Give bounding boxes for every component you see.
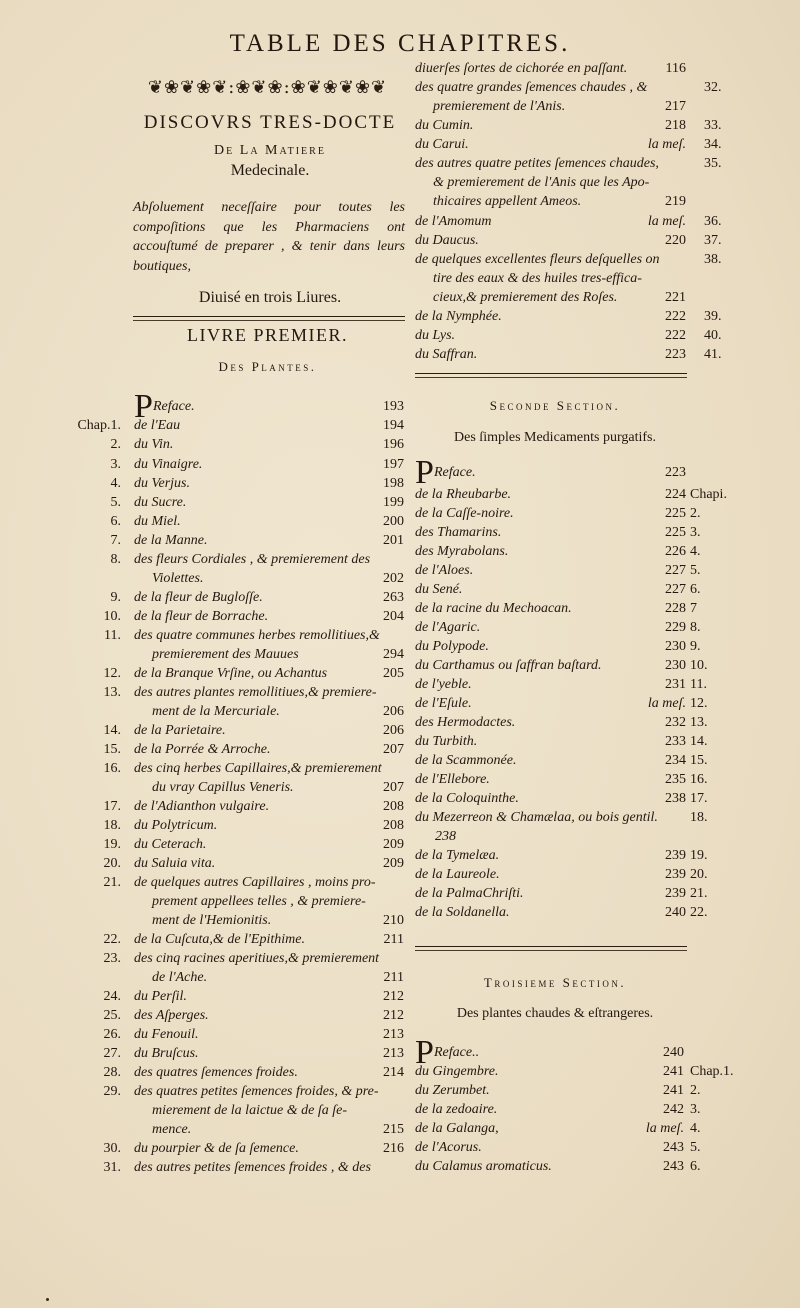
entry-title: diuerſes ſortes de cichorée en paſſant.: [415, 61, 628, 76]
divider-rule: [415, 950, 687, 951]
entry-title: du Lys.: [415, 328, 456, 343]
page-number: 216: [383, 1141, 404, 1156]
page-number: 231: [665, 677, 686, 692]
entry-title: du Verjus.: [134, 476, 190, 491]
entry-title: de la Nymphée.: [415, 309, 502, 324]
page-number: 210: [383, 913, 404, 928]
chapter-number: Chap.1.: [77, 418, 121, 433]
page-number: la meſ.: [645, 1121, 684, 1136]
entry-title-continued: mence.: [152, 1122, 192, 1137]
chapter-number: 24.: [103, 989, 121, 1004]
page-number: 208: [383, 799, 404, 814]
chapter-number: 17.: [690, 791, 708, 806]
page-number: 218: [665, 118, 686, 133]
chapter-number: 5.: [690, 1140, 701, 1155]
chapter-number: Chapi.: [690, 487, 727, 502]
entry-title: du Vinaigre.: [134, 457, 203, 472]
chapter-number: 6.: [690, 1159, 701, 1174]
entry-title: Reface.: [434, 465, 476, 480]
entry-title: de l'Amomum: [415, 214, 492, 229]
page-number: 217: [665, 99, 686, 114]
entry-title: de l'Agaric.: [415, 620, 481, 635]
entry-title: de l'Ellebore.: [415, 772, 490, 787]
entry-title-continued: ment de l'Hemionitis.: [152, 913, 272, 928]
chapter-number: 36.: [704, 214, 722, 229]
entry-title: du Carui.: [415, 137, 469, 152]
page-number: 196: [383, 437, 404, 452]
page-number: 194: [383, 418, 404, 433]
entry-title-continued: premierement de l'Anis.: [433, 99, 566, 114]
page-number: 294: [383, 647, 404, 662]
chapter-number: 18.: [690, 810, 708, 825]
chapter-number: 23.: [103, 951, 121, 966]
page-number: 208: [383, 818, 404, 833]
entry-title: de l'Aloes.: [415, 563, 474, 578]
page-number: 263: [383, 590, 404, 605]
page-number: 200: [383, 514, 404, 529]
entry-title: du Polypode.: [415, 639, 489, 654]
page-number: 234: [665, 753, 686, 768]
chapter-number: 12.: [103, 666, 121, 681]
page-number: 211: [383, 932, 404, 947]
page-number: 206: [383, 704, 404, 719]
chapter-number: 22.: [103, 932, 121, 947]
chapter-number: 33.: [704, 118, 722, 133]
entry-title: de la Laureole.: [415, 867, 500, 882]
page-number: 207: [383, 780, 404, 795]
page-number: 201: [383, 533, 404, 548]
chapter-number: 30.: [103, 1141, 121, 1156]
divider-rule: [415, 373, 687, 374]
entry-title-continued: cieux,& premierement des Roſes.: [433, 290, 618, 305]
page-number: 239: [665, 886, 686, 901]
page-number: 198: [383, 476, 404, 491]
entry-title-continued: & premierement de l'Anis que les Apo-: [433, 175, 650, 190]
entry-title: du Fenouil.: [134, 1027, 199, 1042]
chapter-number: 11.: [690, 677, 707, 692]
chapter-number: 12.: [690, 696, 708, 711]
chapter-number: 8.: [110, 552, 121, 567]
entry-title: de la fleur de Bugloſſe.: [134, 590, 263, 605]
chapter-number: 38.: [704, 252, 722, 267]
chapter-number: 6.: [690, 582, 701, 597]
page-number: 224: [665, 487, 686, 502]
page-number: 232: [665, 715, 686, 730]
page-number: 197: [383, 457, 404, 472]
entry-title: de la Soldanella.: [415, 905, 510, 920]
page-number: 199: [383, 495, 404, 510]
entry-title: du Perſil.: [134, 989, 187, 1004]
chapter-number: 41.: [704, 347, 722, 362]
page-number: 206: [383, 723, 404, 738]
page-number: 214: [383, 1065, 404, 1080]
entry-title: du Vin.: [134, 437, 174, 452]
page-number: 229: [665, 620, 686, 635]
chapter-number: 10.: [690, 658, 708, 673]
drop-cap: P: [415, 454, 434, 491]
page-number: 225: [665, 506, 686, 521]
entry-title: de l'Eau: [134, 418, 181, 433]
page-number: 204: [383, 609, 404, 624]
entry-title: du pourpier & de ſa ſemence.: [134, 1141, 299, 1156]
matiere-heading: De La Matiere: [214, 143, 326, 158]
entry-title: du Cumin.: [415, 118, 474, 133]
fleuron-ornament: ❦❀❦❀❦:❀❦❀:❀❦❀❦❀❦: [147, 77, 388, 98]
page-number: 207: [383, 742, 404, 757]
page-number: 209: [383, 837, 404, 852]
page-number: 240: [665, 905, 686, 920]
entry-title: de la Caſſe-noire.: [415, 506, 514, 521]
entry-title: du Mezerreon & Chamælaa, ou bois gentil.: [415, 810, 658, 825]
divider-rule: [415, 377, 687, 378]
chapter-number: 4.: [110, 476, 121, 491]
chapter-number: 6.: [110, 514, 121, 529]
entry-title: de la fleur de Borrache.: [134, 609, 269, 624]
ink-speck: [46, 1298, 49, 1301]
chapter-number: 3.: [690, 1102, 701, 1117]
entry-title: de l'Acorus.: [415, 1140, 482, 1155]
chapter-number: 16.: [690, 772, 708, 787]
entry-title: de l'yeble.: [415, 677, 472, 692]
page-number: 243: [663, 1159, 684, 1174]
page-number: 227: [665, 563, 686, 578]
chapter-number: 14.: [103, 723, 121, 738]
entry-title-continued: tire des eaux & des huiles tres-effica-: [433, 271, 642, 286]
chapter-number: 11.: [104, 628, 121, 643]
page-number: 205: [383, 666, 404, 681]
entry-title: du Saluia vita.: [134, 856, 216, 871]
drop-cap: P: [134, 388, 153, 425]
chapter-number: 37.: [704, 233, 722, 248]
subtitle-paragraph: Abſoluement neceſſaire pour toutes les compoſitions que les Pharmaciens ont accouſtumé de preparer , & tenir dans leurs boutiques,: [133, 200, 405, 274]
entry-title: du Polytricum.: [134, 818, 218, 833]
page-number: 213: [383, 1027, 404, 1042]
entry-title: du Sené.: [415, 582, 463, 597]
page-number: 240: [663, 1045, 684, 1060]
page-number: 221: [665, 290, 686, 305]
entry-title: de quelques excellentes fleurs deſquelles on: [415, 252, 660, 267]
chapter-number: 2.: [690, 506, 701, 521]
des-plantes-heading: Des Plantes.: [218, 359, 317, 374]
divider-rule: [133, 316, 405, 317]
page-number: 222: [665, 328, 686, 343]
seconde-section-heading: Seconde Section.: [489, 398, 621, 413]
entry-title: des Aſperges.: [134, 1008, 209, 1023]
chapter-number: 13.: [103, 685, 121, 700]
chapter-number: 14.: [690, 734, 708, 749]
entry-title-continued: prement appellees telles , & premiere-: [152, 894, 366, 909]
entry-title: de la Parietaire.: [134, 723, 226, 738]
chapter-number: 29.: [103, 1084, 121, 1099]
page-number: 211: [383, 970, 404, 985]
chapter-number: 39.: [704, 309, 722, 324]
entry-title: du Carthamus ou ſaffran baſtard.: [415, 658, 602, 673]
chapter-number: 5.: [690, 563, 701, 578]
entry-title: de la Scammonée.: [415, 753, 517, 768]
chapter-number: 7.: [110, 533, 121, 548]
entry-title-continued: mierement de la laictue & de ſa ſe-: [152, 1103, 348, 1118]
entry-title: des autres petites ſemences froides , & des: [134, 1160, 371, 1175]
entry-title: de la PalmaChriſti.: [415, 886, 524, 901]
page-number: 230: [665, 658, 686, 673]
entry-title: de l'Eſule.: [415, 696, 472, 711]
chapter-number: 10.: [103, 609, 121, 624]
page-number: 241: [663, 1083, 684, 1098]
page-number: 233: [665, 734, 686, 749]
entry-title: de la zedoaire.: [415, 1102, 498, 1117]
page-number: 235: [665, 772, 686, 787]
entry-title: du Miel.: [134, 514, 181, 529]
seconde-section-subheading: Des ſimples Medicaments purgatifs.: [454, 430, 656, 445]
page-title: TABLE DES CHAPITRES.: [229, 30, 571, 57]
chapter-number: 2.: [110, 437, 121, 452]
entry-title: du Daucus.: [415, 233, 479, 248]
chapter-number: 20.: [103, 856, 121, 871]
entry-title: de la Manne.: [134, 533, 208, 548]
entry-title: des quatres petites ſemences froides, & pre-: [134, 1084, 379, 1099]
entry-title-continued: thicaires appellent Ameos.: [433, 194, 582, 209]
chapter-number: 32.: [704, 80, 722, 95]
chapter-number: 5.: [110, 495, 121, 510]
entry-title: de la Rheubarbe.: [415, 487, 512, 502]
entry-title: des quatres ſemences froides.: [134, 1065, 298, 1080]
page-number: 193: [383, 399, 404, 414]
chapter-number: 27.: [103, 1046, 121, 1061]
entry-title-continued: de l'Ache.: [152, 970, 208, 985]
entry-title: du Bruſcus.: [134, 1046, 199, 1061]
chapter-number: Chap.1.: [690, 1064, 734, 1079]
page-number: 215: [383, 1122, 404, 1137]
chapter-number: 8.: [690, 620, 701, 635]
medecinale-heading: Medecinale.: [230, 162, 310, 179]
entry-title: de quelques autres Capillaires , moins pro-: [134, 875, 376, 890]
entry-title: des cinq herbes Capillaires,& premierement: [134, 761, 382, 776]
page-number: la meſ.: [647, 137, 686, 152]
divise-line: Diuisé en trois Liures.: [198, 289, 342, 306]
entry-title: du Zerumbet.: [415, 1083, 490, 1098]
page-number: 227: [665, 582, 686, 597]
entry-title: du Calamus aromaticus.: [415, 1159, 552, 1174]
page-number: 225: [665, 525, 686, 540]
chapter-number: 26.: [103, 1027, 121, 1042]
entry-title: de la Tymelæa.: [415, 848, 500, 863]
chapter-number: 21.: [103, 875, 121, 890]
chapter-number: 9.: [690, 639, 701, 654]
chapter-number: 16.: [103, 761, 121, 776]
entry-title: de la Branque Vrſine, ou Achantus: [134, 666, 328, 681]
page-number: 219: [665, 194, 686, 209]
entry-title: des Thamarins.: [415, 525, 502, 540]
entry-title: Reface.: [153, 399, 195, 414]
entry-title: du Sucre.: [134, 495, 187, 510]
entry-title: Reface..: [434, 1045, 480, 1060]
page-number: 116: [665, 61, 686, 76]
chapter-number: 17.: [103, 799, 121, 814]
entry-title-continued: Violettes.: [152, 571, 204, 586]
chapter-number: 35.: [704, 156, 722, 171]
entry-title-continued: ment de la Mercuriale.: [152, 704, 280, 719]
entry-title-continued: du vray Capillus Veneris.: [152, 780, 294, 795]
page-number: 213: [383, 1046, 404, 1061]
page-number: 228: [665, 601, 686, 616]
page-number: 223: [665, 347, 686, 362]
chapter-number: 21.: [690, 886, 708, 901]
chapter-number: 4.: [690, 544, 701, 559]
chapter-number: 18.: [103, 818, 121, 833]
entry-title: des cinq racines aperitiues,& premierement: [134, 951, 380, 966]
entry-title: des autres plantes remollitiues,& premiere-: [134, 685, 377, 700]
entry-title: de l'Adianthon vulgaire.: [134, 799, 270, 814]
chapter-number: 4.: [690, 1121, 701, 1136]
livre-premier-heading: LIVRE PREMIER.: [186, 325, 348, 345]
chapter-number: 25.: [103, 1008, 121, 1023]
entry-title: du Ceterach.: [134, 837, 207, 852]
troisieme-section-heading: Troisieme Section.: [483, 975, 627, 990]
troisieme-section-subheading: Des plantes chaudes & eſtrangeres.: [456, 1006, 654, 1021]
entry-title: de la Cuſcuta,& de l'Epithime.: [134, 932, 305, 947]
entry-title: des autres quatre petites ſemences chaudes,: [415, 156, 659, 171]
entry-title: des quatre communes herbes remollitiues,&: [134, 628, 380, 643]
entry-title: des quatre grandes ſemences chaudes , &: [415, 80, 648, 95]
page-number: 202: [383, 571, 404, 586]
page-number: 238: [665, 791, 686, 806]
chapter-number: 9.: [110, 590, 121, 605]
entry-title: des Hermodactes.: [415, 715, 516, 730]
page-number: 222: [665, 309, 686, 324]
entry-title: des fleurs Cordiales , & premierement des: [134, 552, 371, 567]
chapter-number: 19.: [103, 837, 121, 852]
chapter-number: 28.: [103, 1065, 121, 1080]
chapter-number: 3.: [690, 525, 701, 540]
page-number: la meſ.: [647, 214, 686, 229]
page-number: 243: [663, 1140, 684, 1155]
entry-title: de la Porrée & Arroche.: [134, 742, 271, 757]
page-number: 241: [663, 1064, 684, 1079]
chapter-number: 20.: [690, 867, 708, 882]
divider-rule: [133, 320, 405, 321]
entry-title: du Gingembre.: [415, 1064, 499, 1079]
page-number: 226: [665, 544, 686, 559]
entry-title: des Myrabolans.: [415, 544, 509, 559]
chapter-number: 19.: [690, 848, 708, 863]
chapter-number: 34.: [704, 137, 722, 152]
chapter-number: 40.: [704, 328, 722, 343]
chapter-number: 15.: [690, 753, 708, 768]
entry-title: de la Galanga,: [415, 1121, 499, 1136]
entry-title-continued: premierement des Mauues: [152, 647, 299, 662]
entry-title: du Turbith.: [415, 734, 478, 749]
chapter-number: 7: [690, 601, 697, 616]
entry-title: de la Coloquinthe.: [415, 791, 519, 806]
entry-title: de la racine du Mechoacan.: [415, 601, 572, 616]
page-number: 212: [383, 989, 404, 1004]
chapter-number: 22.: [690, 905, 708, 920]
page-number: 223: [665, 465, 686, 480]
chapter-number: 15.: [103, 742, 121, 757]
page-number: 239: [665, 867, 686, 882]
drop-cap: P: [415, 1034, 434, 1071]
divider-rule: [415, 946, 687, 947]
page-number: 230: [665, 639, 686, 654]
entry-title: du Saffran.: [415, 347, 478, 362]
page-number: 212: [383, 1008, 404, 1023]
discours-heading: DISCOVRS TRES-DOCTE: [143, 112, 397, 133]
page-number: 242: [663, 1102, 684, 1117]
chapter-number: 3.: [110, 457, 121, 472]
entry-title-continued: 238: [435, 829, 456, 844]
page-number: 209: [383, 856, 404, 871]
page-number: la meſ.: [647, 696, 686, 711]
chapter-number: 13.: [690, 715, 708, 730]
chapter-number: 2.: [690, 1083, 701, 1098]
page-number: 239: [665, 848, 686, 863]
page-number: 220: [665, 233, 686, 248]
chapter-number: 31.: [103, 1160, 121, 1175]
